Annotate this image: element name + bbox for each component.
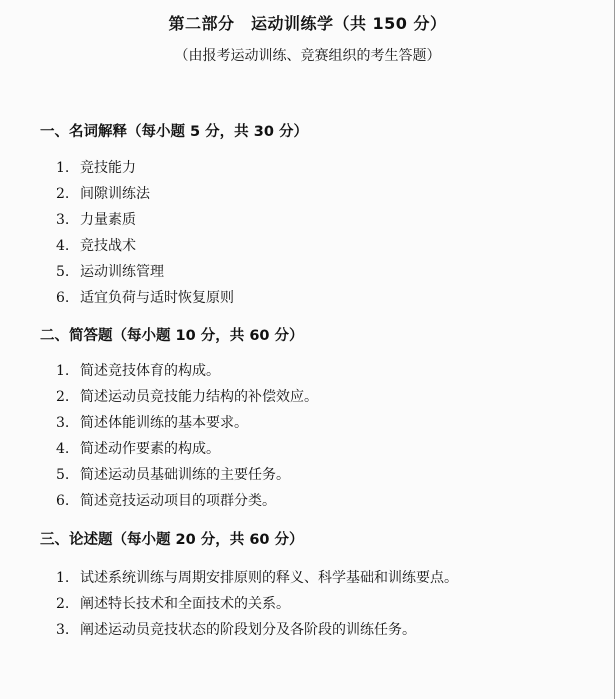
- item-number: 4.: [56, 238, 70, 254]
- item-number: 4.: [56, 441, 70, 457]
- list-item: [56, 287, 234, 307]
- item-text: 适宜负荷与适时恢复原则: [80, 290, 234, 306]
- item-text: 简述竞技体育的构成。: [80, 363, 220, 379]
- section-heading-3: 三、论述题（每小题 20 分，共 60 分）: [40, 532, 304, 548]
- item-text: 力量素质: [80, 212, 136, 228]
- item-text: 竞技战术: [80, 238, 136, 254]
- list-item: [56, 209, 136, 229]
- item-number: 5.: [56, 467, 70, 483]
- list-item: [56, 593, 290, 613]
- list-item: [56, 438, 220, 458]
- item-number: 1.: [56, 363, 70, 379]
- item-text: 阐述运动员竞技状态的阶段划分及各阶段的训练任务。: [80, 622, 416, 638]
- item-text: 运动训练管理: [80, 264, 164, 280]
- list-item: [56, 261, 164, 281]
- list-item: [56, 183, 150, 203]
- item-text: 简述体能训练的基本要求。: [80, 415, 248, 431]
- list-item: [56, 619, 416, 639]
- item-number: 2.: [56, 186, 70, 202]
- page-title: 第二部分 运动训练学（共 150 分）: [168, 14, 447, 33]
- item-number: 1.: [56, 570, 70, 586]
- item-text: 间隙训练法: [80, 186, 150, 202]
- list-item: [56, 567, 458, 587]
- page-subtitle: （由报考运动训练、竞赛组织的考生答题）: [174, 48, 441, 64]
- item-number: 3.: [56, 622, 70, 638]
- item-number: 2.: [56, 596, 70, 612]
- list-item: [56, 412, 248, 432]
- item-number: 6.: [56, 290, 70, 306]
- item-number: 3.: [56, 415, 70, 431]
- item-number: 5.: [56, 264, 70, 280]
- list-item: [56, 235, 136, 255]
- item-text: 简述竞技运动项目的项群分类。: [80, 493, 276, 509]
- item-text: 简述动作要素的构成。: [80, 441, 220, 457]
- item-number: 2.: [56, 389, 70, 405]
- section-heading-2: 二、简答题（每小题 10 分，共 60 分）: [40, 328, 304, 344]
- item-number: 3.: [56, 212, 70, 228]
- item-text: 简述运动员竞技能力结构的补偿效应。: [80, 389, 318, 405]
- list-item: [56, 360, 220, 380]
- item-number: 6.: [56, 493, 70, 509]
- section-heading-1: 一、名词解释（每小题 5 分，共 30 分）: [40, 124, 308, 140]
- item-text: 试述系统训练与周期安排原则的释义、科学基础和训练要点。: [80, 570, 458, 586]
- list-item: [56, 464, 290, 484]
- item-number: 1.: [56, 160, 70, 176]
- item-text: 简述运动员基础训练的主要任务。: [80, 467, 290, 483]
- list-item: [56, 157, 136, 177]
- item-text: 阐述特长技术和全面技术的关系。: [80, 596, 290, 612]
- item-text: 竞技能力: [80, 160, 136, 176]
- list-item: [56, 490, 276, 510]
- list-item: [56, 386, 318, 406]
